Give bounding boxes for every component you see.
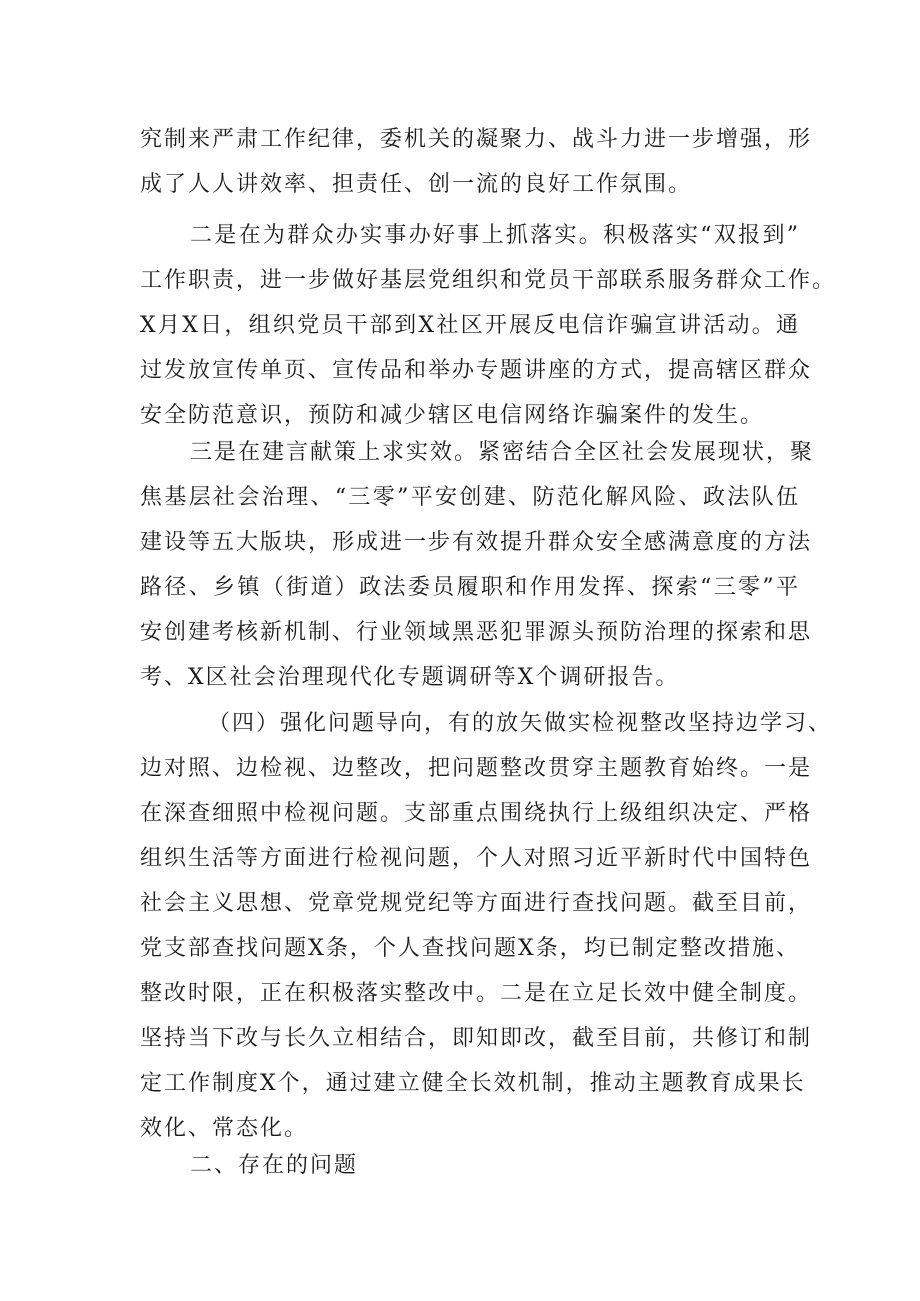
paragraph-4-line-6: 党支部查找问题X条，个人查找问题X条，均已制定整改措施、 (140, 936, 800, 961)
paragraph-2-line-3: X月X日，组织党员干部到X社区开展反电信诈骗宣讲活动。通 (140, 313, 800, 338)
paragraph-4-line-3: 在深查细照中检视问题。支部重点围绕执行上级组织决定、严格 (140, 801, 813, 826)
paragraph-4 (140, 701, 833, 1151)
paragraph-3-line-2: 焦基层社会治理、“三零”平安创建、防范化解风险、政法队伍 (140, 485, 800, 510)
paragraph-4-line-8: 坚持当下改与长久立相结合，即知即改，截至目前，共修订和制 (140, 1026, 813, 1051)
paragraph-4-line-5: 社会主义思想、党章党规党纪等方面进行查找问题。截至目前， (140, 891, 813, 916)
section-heading (140, 1143, 800, 1188)
paragraph-2-line-1: 二是在为群众办实事办好事上抓落实。积极落实“双报到” (190, 223, 800, 248)
paragraph-1-line-2: 成了人人讲效率、担责任、创一流的良好工作氛围。 (140, 172, 693, 197)
paragraph-2-line-5: 安全防范意识，预防和减少辖区电信网络诈骗案件的发生。 (140, 403, 765, 428)
paragraph-1 (140, 117, 813, 207)
paragraph-3-line-3: 建设等五大版块，形成进一步有效提升群众安全感满意度的方法 (140, 530, 813, 555)
paragraph-3 (140, 430, 815, 700)
paragraph-4-line-9: 定工作制度X个，通过建立健全长效机制，推动主题教育成果长 (140, 1071, 806, 1096)
paragraph-4-line-2: 边对照、边检视、边整改，把问题整改贯穿主题教育始终。一是 (140, 756, 813, 781)
paragraph-4-line-4: 组织生活等方面进行检视问题，个人对照习近平新时代中国特色 (140, 846, 813, 871)
paragraph-4-line-10: 效化、常态化。 (140, 1116, 309, 1141)
paragraph-2 (140, 213, 837, 438)
paragraph-4-line-7: 整改时限，正在积极落实整改中。二是在立足长效中健全制度。 (140, 981, 813, 1006)
paragraph-3-line-1: 三是在建言献策上求实效。紧密结合全区社会发展现状，聚 (190, 440, 815, 465)
paragraph-2-line-4: 过发放宣传单页、宣传品和举办专题讲座的方式，提高辖区群众 (140, 358, 813, 383)
paragraph-3-line-5: 安创建考核新机制、行业领域黑恶犯罪源头预防治理的探索和思 (140, 620, 813, 645)
paragraph-2-line-2: 工作职责，进一步做好基层党组织和党员干部联系服务群众工作。 (140, 268, 837, 293)
paragraph-1-line-1: 究制来严肃工作纪律，委机关的凝聚力、战斗力进一步增强，形 (140, 127, 813, 152)
paragraph-4-line-1: （四）强化问题导向，有的放矢做实检视整改坚持边学习、 (208, 711, 833, 736)
paragraph-3-line-6: 考、X区社会治理现代化专题调研等X个调研报告。 (140, 665, 680, 690)
section-heading-text: 二、存在的问题 (190, 1153, 359, 1178)
paragraph-3-line-4: 路径、乡镇（街道）政法委员履职和作用发挥、探索“三零”平 (140, 575, 800, 600)
